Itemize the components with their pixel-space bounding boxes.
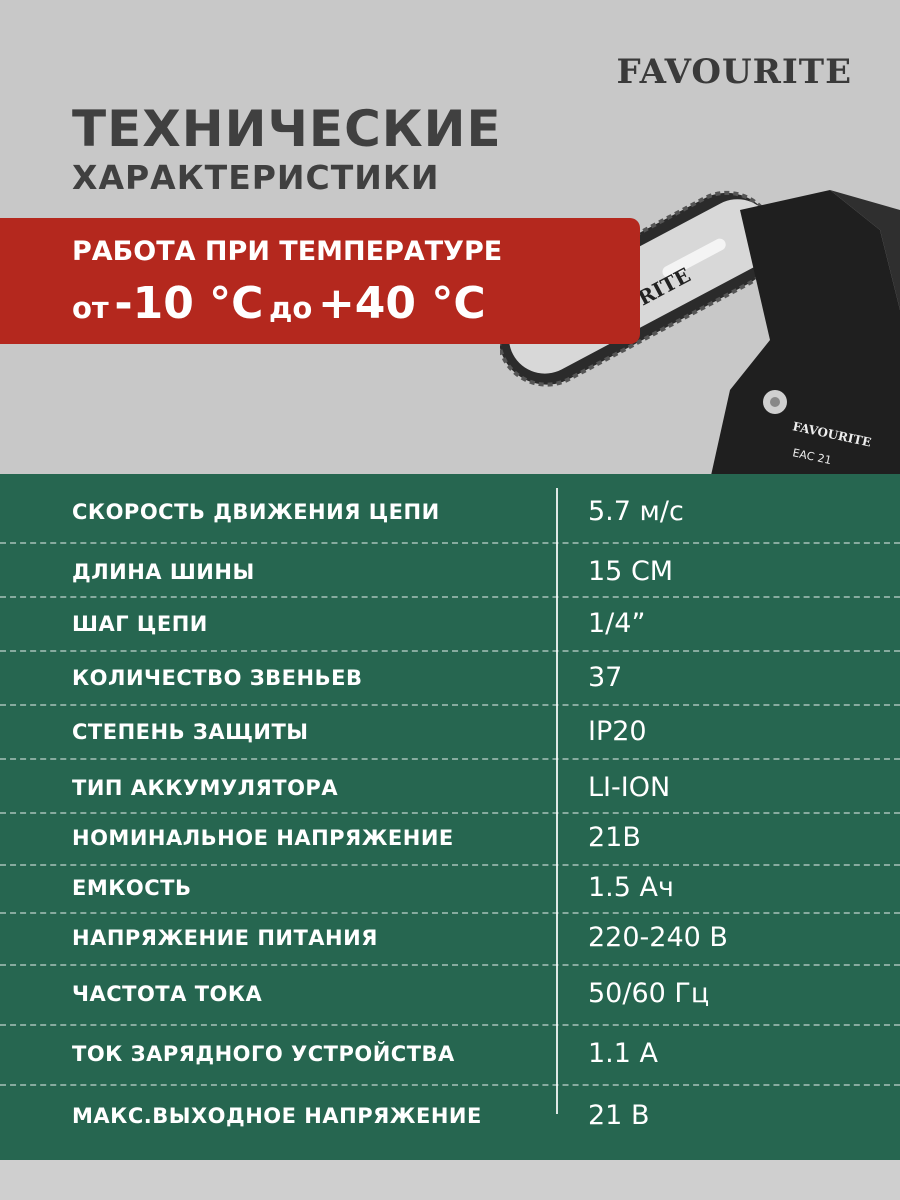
spec-label: ЧАСТОТА ТОКА xyxy=(72,982,263,1006)
spec-label: НОМИНАЛЬНОЕ НАПРЯЖЕНИЕ xyxy=(72,826,454,850)
spec-label: ТОК ЗАРЯДНОГО УСТРОЙСТВА xyxy=(72,1042,455,1066)
page-title: ТЕХНИЧЕСКИЕ xyxy=(72,100,502,158)
spec-label: ТИП АККУМУЛЯТОРА xyxy=(72,776,339,800)
banner-heading: РАБОТА ПРИ ТЕМПЕРАТУРЕ xyxy=(72,236,503,267)
spec-label: СКОРОСТЬ ДВИЖЕНИЯ ЦЕПИ xyxy=(72,500,440,524)
spec-value: 21 В xyxy=(588,1100,650,1131)
spec-value: 1/4” xyxy=(588,608,646,639)
spec-label: КОЛИЧЕСТВО ЗВЕНЬЕВ xyxy=(72,666,363,690)
row-separator xyxy=(0,1084,900,1086)
spec-value: 15 СМ xyxy=(588,556,674,587)
body-brand-label: FAVOURITE xyxy=(791,419,873,450)
column-divider xyxy=(556,488,558,1114)
header-section xyxy=(0,0,900,474)
from-word: от xyxy=(72,291,109,325)
spec-label: ШАГ ЦЕПИ xyxy=(72,612,208,636)
row-separator xyxy=(0,912,900,914)
spec-table xyxy=(0,474,900,1160)
from-value: -10 °С xyxy=(114,278,264,329)
spec-label: ДЛИНА ШИНЫ xyxy=(72,560,255,584)
spec-value: 5.7 м/с xyxy=(588,496,684,527)
spec-value: 220-240 В xyxy=(588,922,728,953)
bottom-strip xyxy=(0,1160,900,1200)
spec-label: МАКС.ВЫХОДНОЕ НАПРЯЖЕНИЕ xyxy=(72,1104,482,1128)
spec-value: 37 xyxy=(588,662,623,693)
spec-value: 21В xyxy=(588,822,641,853)
row-separator xyxy=(0,650,900,652)
page-subtitle: ХАРАКТЕРИСТИКИ xyxy=(72,158,440,197)
to-value: +40 °С xyxy=(317,278,486,329)
spec-value: 1.5 Ач xyxy=(588,872,674,903)
spec-label: СТЕПЕНЬ ЗАЩИТЫ xyxy=(72,720,309,744)
banner-range xyxy=(72,278,486,329)
spec-label: НАПРЯЖЕНИЕ ПИТАНИЯ xyxy=(72,926,378,950)
spec-label: ЕМКОСТЬ xyxy=(72,876,192,900)
row-separator xyxy=(0,1024,900,1026)
row-separator xyxy=(0,758,900,760)
spec-value: IP20 xyxy=(588,716,647,747)
temperature-banner xyxy=(0,218,640,344)
row-separator xyxy=(0,864,900,866)
model-label: EAC 21 xyxy=(791,446,833,468)
brand-logo: FAVOURITE xyxy=(616,52,852,92)
spec-value: 50/60 Гц xyxy=(588,978,710,1009)
spec-value: LI-ION xyxy=(588,772,671,803)
row-separator xyxy=(0,964,900,966)
row-separator xyxy=(0,596,900,598)
row-separator xyxy=(0,812,900,814)
to-word: до xyxy=(269,291,313,325)
row-separator xyxy=(0,542,900,544)
row-separator xyxy=(0,704,900,706)
spec-value: 1.1 А xyxy=(588,1038,658,1069)
